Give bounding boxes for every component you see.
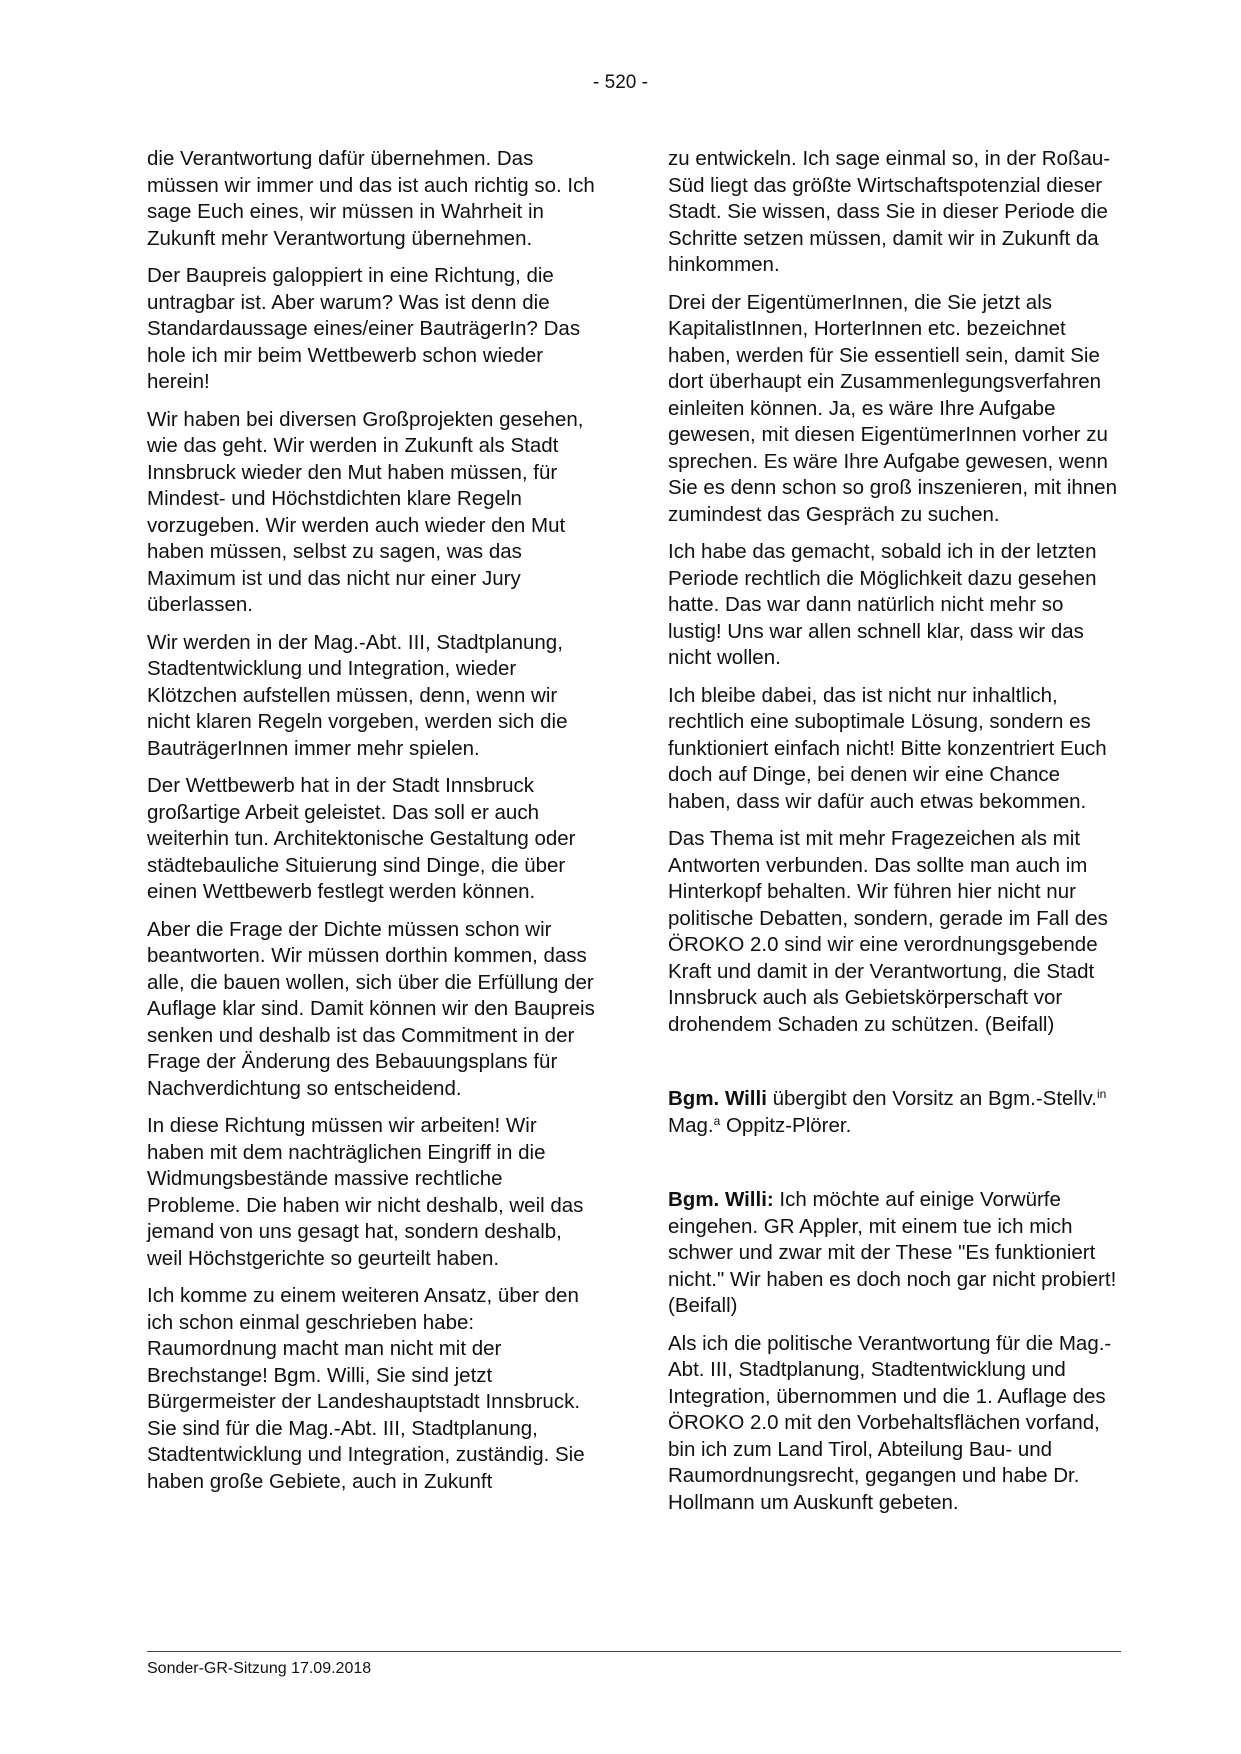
chair-transfer-note	[668, 1086, 1118, 1139]
paragraph: Wir haben bei diversen Großprojekten gesehen, wie das geht. Wir werden in Zukunft als Stadt Innsbruck wieder den Mut haben müssen, für Mindest- und Höchstdichten klare Regeln vorzugeben. Wir werden auch wieder den Mut haben müssen, selbst zu sagen, was das Maximum ist und das nicht nur einer Jury überlassen.	[147, 407, 584, 616]
footer-divider	[147, 1651, 1121, 1652]
paragraph: Aber die Frage der Dichte müssen schon wir beantworten. Wir müssen dorthin kommen, dass alle, die bauen wollen, sich über die Erfüllung der Auflage klar sind. Damit können wir den Baupreis senken und deshalb ist das Commitment in der Frage der Änderung des Bebauungsplans für Nachverdichtung so entscheidend.	[147, 917, 595, 1100]
left-column	[147, 146, 597, 1506]
paragraph: Ich komme zu einem weiteren Ansatz, über den ich schon einmal geschrieben habe: Raumordnung macht man nicht mit der Brechstange! Bgm. Willi, Sie sind jetzt Bürgermeister der Landeshauptstadt Innsbruck. Sie sind für die Mag.-Abt. III, Stadtplanung, Stadtentwicklung und Integration, zuständig. Sie haben große Gebiete, auch in Zukunft	[147, 1284, 585, 1493]
page-number: - 520 -	[593, 72, 648, 93]
note-text: Oppitz-Plörer.	[720, 1113, 852, 1137]
superscript: in	[1096, 1087, 1107, 1101]
speaker-statement	[668, 1187, 1118, 1320]
paragraph: Wir werden in der Mag.-Abt. III, Stadtplanung, Stadtentwicklung und Integration, wieder Klötzchen aufstellen müssen, denn, wenn wir nicht klaren Regeln vorgeben, werden sich die BauträgerInnen immer mehr spielen.	[147, 630, 568, 760]
paragraph: Der Wettbewerb hat in der Stadt Innsbruck großartige Arbeit geleistet. Das soll er auch weiterhin tun. Architektonische Gestaltung oder städtebauliche Situierung sind Dinge, die über einen Wettbewerb festlegt werden können.	[147, 774, 576, 903]
paragraph: zu entwickeln. Ich sage einmal so, in der Roßau-Süd liegt das größte Wirtschaftspotenzial dieser Stadt. Sie wissen, dass Sie in dieser Periode die Schritte setzen müssen, damit wir in Zukunft da hinkommen.	[668, 147, 1111, 276]
paragraph: Als ich die politische Verantwortung für die Mag.-Abt. III, Stadtplanung, Stadtentwicklung und Integration, übernommen und die 1. Auflage des ÖROKO 2.0 mit den Vorbehaltsflächen vorfand, bin ich zum Land Tirol, Abteilung Bau- und Raumordnungsrecht, gegangen und habe Dr. Hollmann um Auskunft gebeten.	[668, 1331, 1112, 1514]
paragraph: Drei der EigentümerInnen, die Sie jetzt als KapitalistInnen, HorterInnen etc. bezeichnet haben, werden für Sie essentiell sein, damit Sie dort überhaupt ein Zusammenlegungsverfahren einleiten können. Ja, es wäre Ihre Aufgabe gewesen, mit diesen EigentümerInnen vorher zu sprechen. Es wäre Ihre Aufgabe gewesen, wenn Sie es denn schon so groß inszenieren, mit ihnen zumindest das Gespräch zu suchen.	[668, 290, 1117, 526]
paragraph: Der Baupreis galoppiert in eine Richtung, die untragbar ist. Aber warum? Was ist denn die Standardaussage eines/einer BauträgerIn? Das hole ich mir beim Wettbewerb schon wieder herein!	[147, 264, 581, 393]
speaker-name: Bgm. Willi	[668, 1087, 767, 1110]
paragraph: Ich habe das gemacht, sobald ich in der letzten Periode rechtlich die Möglichkeit dazu gesehen hatte. Das war dann natürlich nicht mehr so lustig! Uns war allen schnell klar, dass wir das nicht wollen.	[668, 540, 1097, 669]
statement-text: Ich möchte auf einige Vorwürfe eingehen. GR Appler, mit einem tue ich mich schwer und zwar mit der These "Es funktioniert nicht." Wir haben es doch noch gar nicht probiert! (Beifall)	[668, 1188, 1117, 1317]
paragraph: Das Thema ist mit mehr Fragezeichen als mit Antworten verbunden. Das sollte man auch im Hinterkopf behalten. Wir führen hier nicht nur politische Debatten, sondern, gerade im Fall des ÖROKO 2.0 sind wir eine verordnungsgebende Kraft und damit in der Verantwortung, die Stadt Innsbruck auch als Gebietskörperschaft vor drohendem Schaden zu schützen. (Beifall)	[668, 827, 1108, 1036]
right-column	[668, 146, 1118, 1527]
footer-session-label: Sonder-GR-Sitzung 17.09.2018	[147, 1660, 372, 1677]
speaker-name: Bgm. Willi:	[668, 1188, 774, 1211]
paragraph: die Verantwortung dafür übernehmen. Das müssen wir immer und das ist auch richtig so. Ich sage Euch eines, wir müssen in Wahrheit in Zukunft mehr Verantwortung übernehmen.	[147, 147, 595, 250]
superscript: a	[713, 1113, 721, 1128]
note-text: übergibt den Vorsitz an Bgm.-Stellv.	[766, 1087, 1097, 1110]
paragraph: Ich bleibe dabei, das ist nicht nur inhaltlich, rechtlich eine suboptimale Lösung, sondern es funktioniert einfach nicht! Bitte konzentriert Euch doch auf Dinge, bei denen wir eine Chance haben, dass wir dafür auch etwas bekommen.	[668, 683, 1107, 813]
paragraph: In diese Richtung müssen wir arbeiten! Wir haben mit dem nachträglichen Eingriff in die Widmungsbestände massive rechtliche Probleme. Die haben wir nicht deshalb, weil das jemand von uns gesagt hat, sondern deshalb, weil Höchstgerichte so geurteilt haben.	[147, 1114, 584, 1270]
note-text: Mag.	[668, 1113, 714, 1137]
